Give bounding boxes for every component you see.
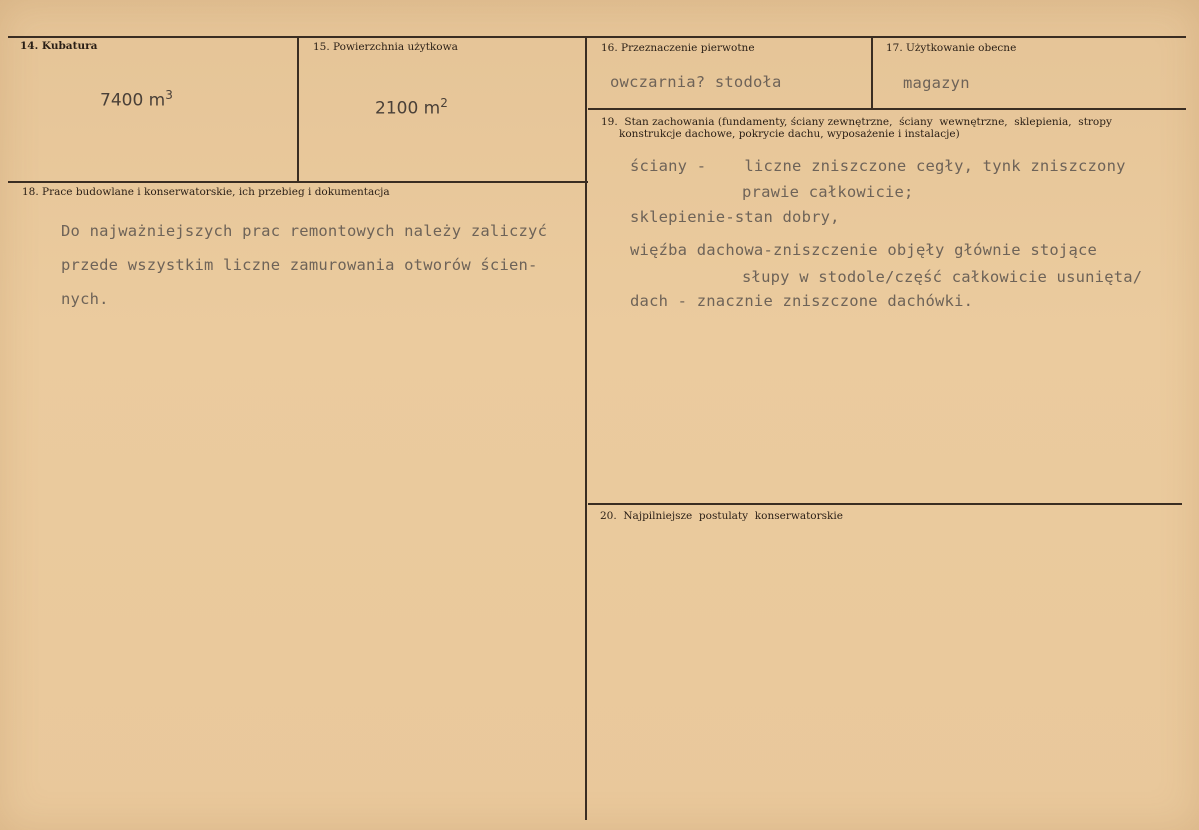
field-18-line-2: przede wszystkim liczne zamurowania otworów ścien- <box>61 256 538 274</box>
field-19-label-line-2: konstrukcje dachowe, pokrycie dachu, wyposażenie i instalacje) <box>619 128 960 140</box>
top-rule <box>8 36 1186 38</box>
field-17-value: magazyn <box>903 74 970 92</box>
field-14-label: 14. Kubatura <box>20 40 98 52</box>
field-19-line-5: słupy w stodole/część całkowicie usunięta/ <box>742 268 1143 286</box>
field-18-line-3: nych. <box>61 290 109 308</box>
field-14-value: 7400 $m^3$ <box>100 88 173 111</box>
field-16-value: owczarnia? stodoła <box>610 73 782 91</box>
field-15-value: 2100 $m^2$ <box>375 96 448 119</box>
field-19-label-line-1: 19. Stan zachowania (fundamenty, ściany zewnętrzne, ściany wewnętrzne, sklepienia, stropy <box>601 116 1112 128</box>
divider-center <box>585 37 587 820</box>
field-17-label: 17. Użytkowanie obecne <box>886 42 1017 54</box>
field-19-line-1: ściany - liczne zniszczone cegły, tynk zniszczony <box>630 157 1126 175</box>
rule-above-20 <box>588 503 1182 505</box>
rule-under-14-15 <box>8 181 588 183</box>
field-19-line-3: sklepienie-stan dobry, <box>630 208 840 226</box>
field-20-label: 20. Najpilniejsze postulaty konserwatorskie <box>600 510 843 522</box>
divider-16-17 <box>871 37 873 108</box>
field-19-line-2: prawie całkowicie; <box>742 183 914 201</box>
field-16-label: 16. Przeznaczenie pierwotne <box>601 42 755 54</box>
rule-under-16-17 <box>588 108 1186 110</box>
field-19-line-6: dach - znacznie zniszczone dachówki. <box>630 292 974 310</box>
field-19-line-4: więźba dachowa-zniszczenie objęły głównie stojące <box>630 241 1098 259</box>
field-18-line-1: Do najważniejszych prac remontowych należy zaliczyć <box>61 222 548 240</box>
divider-14-15 <box>297 37 299 181</box>
field-18-label: 18. Prace budowlane i konserwatorskie, ich przebieg i dokumentacja <box>22 186 390 198</box>
field-15-label: 15. Powierzchnia użytkowa <box>313 41 458 53</box>
